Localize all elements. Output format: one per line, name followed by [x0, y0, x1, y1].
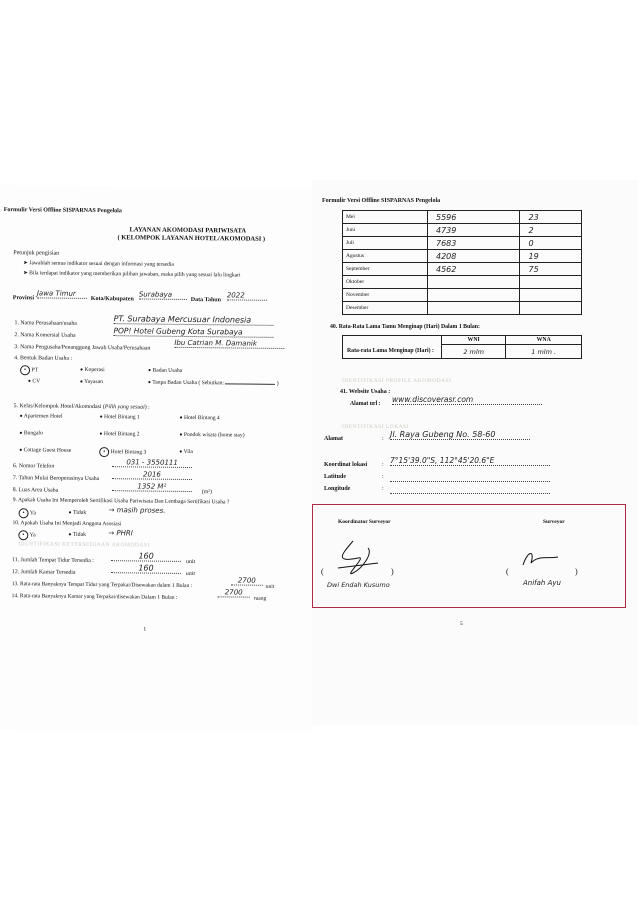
tahun-value[interactable]: 2022 — [227, 291, 267, 300]
colon: : — [382, 486, 384, 492]
monthly-table — [342, 210, 582, 315]
q10-label: 10. Apakah Usaha Ini Menjadi Anggota Asosiasi — [12, 520, 122, 528]
month-name: Desember — [343, 302, 428, 315]
q5-opt[interactable]: ● Hotel Bintang 4 — [179, 414, 220, 422]
q3-label: 3. Nama Pengusaha/Penanggung Jawab Usaha/Perusahaan — [14, 344, 151, 352]
q12-label: 12. Jumlah Kamar Tersedia — [11, 569, 76, 576]
lama-menginap-table — [342, 335, 582, 359]
latitude-label: Latitude — [324, 474, 347, 480]
page-number-left: 1 — [143, 626, 147, 633]
q10-note: → PHRI — [108, 529, 133, 538]
petunjuk-label: Petunjuk pengisian — [13, 250, 60, 257]
month-row — [343, 289, 582, 302]
bracket: ( — [506, 567, 509, 576]
month-wna[interactable] — [520, 289, 582, 302]
url-value[interactable]: www.discoverasr.com — [392, 395, 542, 405]
petunjuk-item: ➤ Jawablah semua indikator sesuai dengan informasi yang tersedia — [23, 260, 174, 268]
faded-section-2: IDENTIFIKASI LOKASI — [342, 424, 410, 430]
q8-answer[interactable]: 1352 M² — [112, 482, 192, 492]
bracket: ( — [321, 567, 324, 576]
q13-unit: unit — [265, 583, 275, 590]
latitude-value[interactable] — [390, 481, 550, 482]
q10-ya[interactable]: • Ya — [18, 530, 36, 540]
q5-opt[interactable]: ● Hotel Bintang 1 — [99, 414, 140, 421]
month-wni[interactable] — [428, 302, 520, 315]
bracket: ) — [391, 567, 394, 576]
q13-label: 13. Rata-rata Banyaknya Tempat Tidur yang Terpakai/Disewakan dalam 1 Bulan : — [11, 581, 193, 590]
right-page — [312, 180, 638, 725]
q4-label: 4. Bentuk Badan Usaha : — [14, 355, 73, 362]
petunjuk-item: ➤ Bila terdapat indikator yang memberikan pilihan jawaban, maka pilih yang sesuai lalu lingkari — [23, 270, 241, 279]
q9-tidak[interactable]: ● Tidak — [68, 509, 87, 516]
longitude-value[interactable] — [390, 493, 550, 494]
q10-tidak[interactable]: ● Tidak — [68, 531, 87, 538]
provinsi-label: Provinsi — [12, 295, 35, 302]
q4-opt-badan-usaha[interactable]: ● Badan Usaha — [148, 367, 183, 374]
signature-koordinator-icon — [323, 533, 393, 583]
surveyor-name: Anifah Ayu — [523, 579, 561, 587]
koordinator-name: Dwi Endah Kusumo — [327, 581, 390, 589]
q14-label: 14. Rata-rata Banyaknya Kamar yang Terpakai/disewakan Dalam 1 Bulan : — [11, 593, 178, 601]
month-wna[interactable] — [520, 302, 582, 315]
q5-opt-selected[interactable]: • Hotel Bintang 3 — [99, 447, 146, 457]
month-wni[interactable]: 4208 — [428, 250, 520, 263]
provinsi-value[interactable]: Jawa Timur — [37, 289, 87, 299]
title-1: LAYANAN AKOMODASI PARIWISATA — [129, 226, 247, 235]
longitude-label: Longitude — [324, 486, 351, 492]
q12-unit: unit — [185, 570, 195, 578]
surveyor-label: Surveyor — [543, 519, 565, 525]
q1-label: 1. Nama Perusahaan/usaha — [14, 320, 77, 327]
month-row — [343, 276, 582, 289]
q3-answer[interactable]: Ibu Catrian M. Damanik — [174, 339, 284, 349]
left-page — [0, 185, 318, 733]
month-name: Juni — [343, 224, 428, 237]
month-wna[interactable]: 0 — [520, 237, 582, 250]
q5-opt[interactable]: ● Vila — [179, 448, 193, 456]
koordinat-label: Koordinat lokasi — [324, 462, 368, 468]
right-header: Formulir Versi Offline SISPARNAS Pengelola — [322, 198, 441, 204]
month-wni[interactable]: 4739 — [428, 224, 520, 237]
q4-opt-koperasi[interactable]: ● Koperasi — [80, 366, 105, 374]
page-number-right: 5 — [460, 621, 463, 627]
q12-answer[interactable]: 160 — [111, 563, 181, 574]
q8-label: 8. Luas Area Usaha — [12, 487, 59, 494]
q40-label: 40. Rata-Rata Lama Tamu Menginap (Hari) Dalam 1 Bulan: — [330, 324, 480, 330]
month-wni[interactable] — [428, 289, 520, 302]
q2-label: 2. Nama Komersial Usaha — [14, 332, 76, 339]
bracket: ) — [575, 567, 578, 576]
q4-opt-tanpa[interactable]: ● Tanpa Badan Usaha ( Sebutkan: ) — [147, 379, 279, 387]
wni-value[interactable]: 2 mlm — [442, 345, 506, 359]
month-name: Juli — [343, 237, 428, 250]
kota-value[interactable]: Surabaya — [139, 290, 187, 300]
q5-opt[interactable]: ● Pondok wisata (home stay) — [179, 431, 245, 439]
month-name: November — [343, 289, 428, 302]
month-row — [343, 237, 582, 250]
alamat-label: Alamat — [324, 436, 343, 442]
q41-label: 41. Website Usaha : — [340, 389, 391, 395]
q4-opt-cv[interactable]: ● CV — [27, 378, 41, 385]
q7-answer[interactable]: 2016 — [112, 470, 192, 480]
q5-opt[interactable]: ● Cottage Guest House — [19, 447, 72, 454]
month-wni[interactable] — [428, 276, 520, 289]
koordinat-value[interactable]: 7°15'39.0"S, 112°45'20.6"E — [390, 456, 550, 466]
q5-label: 5. Kelas/Kelompok Hotel/Akomodasi (Pilih yang sesuai) : — [13, 403, 150, 411]
month-row — [343, 211, 582, 224]
signature-surveyor-icon — [513, 545, 573, 575]
month-wna[interactable]: 19 — [520, 250, 582, 263]
q4-opt-yayasan[interactable]: ● Yayasan — [79, 378, 103, 386]
koordinator-label: Koordinator Surveyor — [338, 519, 391, 525]
colon: : — [382, 462, 384, 468]
month-wni[interactable]: 5596 — [428, 211, 520, 224]
kota-label: Kota/Kabupaten — [90, 295, 134, 303]
month-wna[interactable]: 2 — [520, 224, 582, 237]
q11-label: 11. Jumlah Tempat Tidur Tersedia : — [12, 557, 94, 565]
signature-box — [312, 504, 626, 608]
col-wni: WNI — [442, 336, 506, 345]
wna-value[interactable]: 1 mlm . — [506, 345, 582, 359]
q9-note: → masih proses. — [108, 506, 166, 515]
row-label: Rata-rata Lama Menginap (Hari) : — [343, 345, 442, 359]
q14-answer[interactable]: 2700 — [218, 588, 250, 597]
month-row — [343, 263, 582, 276]
month-row — [343, 302, 582, 315]
month-name: Oktober — [343, 276, 428, 289]
month-wni[interactable]: 7683 — [428, 237, 520, 250]
q9-ya[interactable]: • Ya — [19, 508, 37, 518]
colon: : — [382, 474, 384, 480]
faded-section-1: IDENTIFIKASI PROFILE AKOMODASI — [342, 378, 452, 384]
q7-label: 7. Tahun Mulai Beroperasinya Usaha — [12, 475, 100, 483]
month-wna[interactable]: 23 — [520, 211, 582, 224]
month-row — [343, 250, 582, 263]
month-name: Agustus — [343, 250, 428, 263]
alamat-value[interactable]: Jl. Raya Gubeng No. 58-60 — [390, 430, 530, 440]
month-wna[interactable]: 75 — [520, 263, 582, 276]
month-wna[interactable] — [520, 276, 582, 289]
q5-opt[interactable]: ● Hotel Bintang 2 — [99, 431, 140, 438]
q5-opt[interactable]: ● Bungalo — [19, 430, 43, 437]
title-2: ( KELOMPOK LAYANAN HOTEL/AKOMODASI ) — [117, 234, 266, 243]
q11-unit: unit — [186, 558, 196, 566]
q13-answer[interactable]: 2700 — [231, 576, 263, 585]
section-faded: IDENTIFIKASI KETERSEDIAAN AKOMODASI — [18, 541, 150, 549]
q4-opt-pt[interactable]: • PT — [20, 365, 38, 375]
left-header: Formulir Versi Offline SISPARNAS Pengelola — [3, 207, 122, 215]
q2-answer[interactable]: POP! Hotel Gubeng Kota Surabaya — [113, 326, 273, 338]
q11-answer[interactable]: 160 — [111, 551, 181, 562]
q9-label: 9. Apakah Usaha Ini Memperoleh Sertifikasi Usaha Pariwisata Dan Lembaga Sertifikasi Usaha ? — [12, 497, 230, 506]
q6-label: 6. Nomor Telefon — [13, 463, 55, 470]
q8-unit: (m²) — [201, 489, 212, 496]
q1-answer[interactable]: PT. Surabaya Mercusuar Indonesia — [114, 314, 274, 326]
month-name: September — [343, 263, 428, 276]
colon: : — [382, 436, 384, 442]
url-label: Alamat url : — [350, 401, 381, 407]
month-name: Mei — [343, 211, 428, 224]
tahun-label: Data Tahun — [190, 297, 222, 304]
month-row — [343, 224, 582, 237]
q5-opt[interactable]: ● Apartemen Hotel — [19, 413, 63, 420]
month-wni[interactable]: 4562 — [428, 263, 520, 276]
q14-unit: ruang — [253, 595, 267, 602]
q6-answer[interactable]: 031 - 3550111 — [112, 458, 192, 468]
col-wna: WNA — [506, 336, 582, 345]
